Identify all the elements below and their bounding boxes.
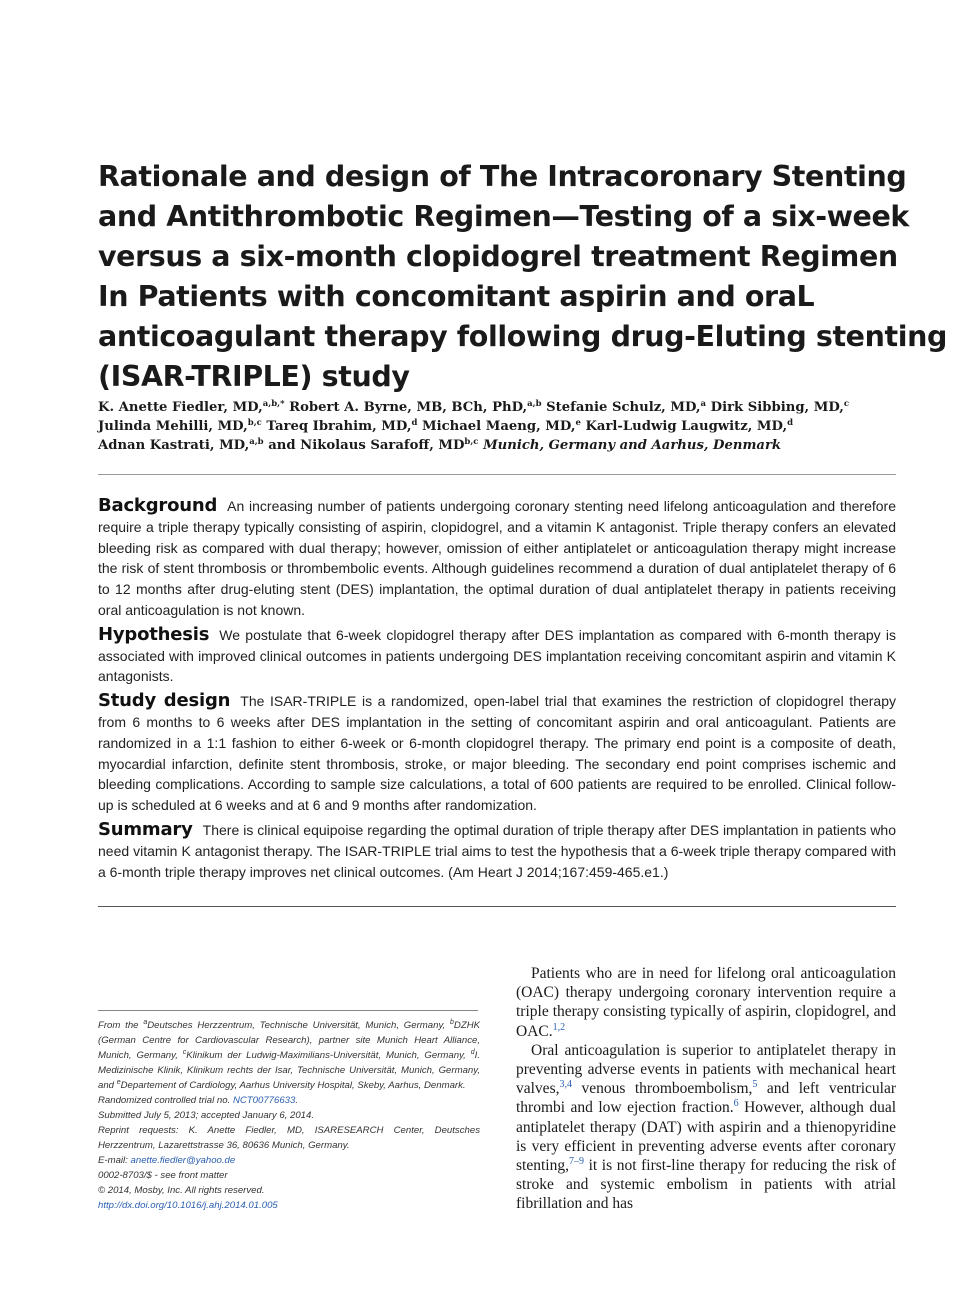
author-name: Karl-Ludwig Laugwitz, MD, xyxy=(585,419,788,434)
email-link[interactable]: anette.fiedler@yahoo.de xyxy=(130,1155,236,1166)
trial-registration: Randomized controlled trial no. NCT00776633. xyxy=(98,1095,299,1106)
body-text: it is not first-line therapy for reducing the risk of stroke and systemic embolism in patients with atrial fibrillation and has xyxy=(516,1157,896,1213)
abstract-section-background xyxy=(98,496,896,621)
abstract-text: An increasing number of patients undergoing coronary stenting need lifelong anticoagulation and therefore require a triple therapy typically consisting of aspirin, clopidogrel, and a vitamin K antagonist. Triple therapy confers an elevated bleeding risk as compared with dual therapy; however, omission of either antiplatelet or anticoagulation therapy might increase the risk of stent thrombosis or thrombembolic events. Although guidelines recommend a duration of dual antiplatelet therapy of 6 to 12 months after drug-eluting stent (DES) implantation, the optimal duration of dual antiplatelet therapy in patients receiving oral anticoagulation is not known. xyxy=(98,498,896,618)
affiliation-b: DZHK (German Centre for Cardiovascular Research), partner site Munich Heart Alliance, Munich, Germany, xyxy=(98,1020,481,1061)
citation-link[interactable]: 3,4 xyxy=(559,1079,572,1091)
title-line: In Patients with concomitant aspirin and oraL xyxy=(98,280,815,313)
author-name: Adnan Kastrati, MD, xyxy=(98,438,250,453)
author-affiliation-mark: a,b xyxy=(527,399,542,409)
affiliation-e: Departement of Cardiology, Aarhus University Hospital, Skeby, Aarhus, Denmark. xyxy=(120,1080,466,1091)
email-label: E-mail: xyxy=(98,1155,128,1166)
abstract-text: There is clinical equipoise regarding the optimal duration of triple therapy after DES implantation in patients who need vitamin K antagonist therapy. The ISAR-TRIPLE trial aims to test the hypothesis that a 6-week triple therapy compared with a 6-month triple therapy improves net clinical outcomes. (Am Heart J 2014;167:459-465.e1.) xyxy=(98,821,896,880)
abstract-heading: Summary xyxy=(98,818,193,840)
citation-link[interactable]: 1,2 xyxy=(552,1021,566,1033)
author-name: K. Anette Fiedler, MD, xyxy=(98,400,263,415)
title-line: and Antithrombotic Regimen—Testing of a six-week xyxy=(98,200,909,233)
article-title xyxy=(98,157,947,397)
abstract-section-hypothesis xyxy=(98,625,896,687)
abstract-top-divider xyxy=(98,474,896,475)
title-line: Rationale and design of The Intracoronary Stenting xyxy=(98,160,907,193)
title-line: versus a six-month clopidogrel treatment Regimen xyxy=(98,240,898,273)
abstract-text: The ISAR-TRIPLE is a randomized, open-label trial that examines the restriction of clopidogrel therapy from 6 months to 6 weeks after DES implantation in the setting of concomitant aspirin and oral anticoagulant. Patients are randomized in a 1:1 fashion to either 6-week or 6-month clopidogrel therapy. The primary end point is a composite of death, myocardial infarction, definite stent thrombosis, stroke, or major bleeding. The secondary end point comprises ischemic and bleeding complications. According to sample size calculations, a total of 600 patients are required to be enrolled. Clinical follow-up is scheduled at 6 weeks and at 6 and 9 months after randomization. xyxy=(98,693,896,814)
author-affiliation-mark: a,b,* xyxy=(262,399,285,409)
affiliation-d: I. Medizinische Klinik, Klinikum rechts der Isar, Technische Universität, Munich, Germany, and xyxy=(98,1050,480,1091)
abstract-section-study-design xyxy=(98,691,896,816)
author-line xyxy=(98,417,898,436)
author-affiliation-mark: c xyxy=(843,399,850,409)
author-affiliation-mark: d xyxy=(787,418,794,428)
abstract-section-summary xyxy=(98,820,896,882)
author-affiliation-mark: a,b xyxy=(249,437,264,447)
abstract-heading: Study design xyxy=(98,690,231,712)
issn-line: 0002-8703/$ - see front matter xyxy=(98,1170,228,1181)
author-affiliation-mark: a xyxy=(700,399,707,409)
author-affiliation-mark: d xyxy=(411,418,418,428)
reprint-requests: Reprint requests: K. Anette Fiedler, MD, ISARESEARCH Center, Deutsches Herzzentrum, Lazarettstrasse 36, 80636 Munich, Germany. xyxy=(98,1125,480,1151)
submission-dates: Submitted July 5, 2013; accepted January 6, 2014. xyxy=(98,1110,314,1121)
citation-link[interactable]: 7–9 xyxy=(568,1156,584,1168)
author-location: Munich, Germany and Aarhus, Denmark xyxy=(483,438,782,453)
abstract-bottom-divider xyxy=(98,906,896,907)
author-line xyxy=(98,436,898,455)
body-paragraph xyxy=(516,964,896,1041)
author-name: Tareq Ibrahim, MD, xyxy=(266,419,412,434)
trial-label: Randomized controlled trial no. xyxy=(98,1095,231,1106)
copyright-line: © 2014, Mosby, Inc. All rights reserved. xyxy=(98,1185,265,1196)
author-list xyxy=(98,398,898,455)
author-name: Dirk Sibbing, MD, xyxy=(710,400,844,415)
affiliation-mark: a xyxy=(143,1019,148,1026)
doi-link[interactable]: http://dx.doi.org/10.1016/j.ahj.2014.01.005 xyxy=(98,1200,278,1211)
abstract xyxy=(98,496,896,886)
author-line xyxy=(98,398,898,417)
title-line: anticoagulant therapy following drug-Eluting stenting xyxy=(98,320,947,353)
citation-link[interactable]: 6 xyxy=(733,1098,739,1110)
footnote-divider xyxy=(98,1010,478,1011)
body-text: Oral anticoagulation is superior to antiplatelet therapy in preventing adverse events in patients with mechanical heart valves, xyxy=(516,1041,896,1098)
body-paragraph xyxy=(516,1041,896,1214)
title-line: (ISAR-TRIPLE) study xyxy=(98,360,410,393)
author-affiliation-mark: e xyxy=(575,418,581,428)
affiliation-mark: c xyxy=(182,1049,187,1056)
affiliation-a: Deutsches Herzzentrum, Technische Universität, Munich, Germany, xyxy=(147,1020,446,1031)
email-line xyxy=(98,1153,480,1168)
author-name: Julinda Mehilli, MD, xyxy=(98,419,248,434)
affiliations xyxy=(98,1018,480,1093)
body-text: Patients who are in need for lifelong oral anticoagulation (OAC) therapy undergoing coronary intervention require a triple therapy consisting typically of aspirin, clopidogrel, and OAC. xyxy=(516,965,896,1040)
author-name: and Nikolaus Sarafoff, MD xyxy=(268,438,465,453)
author-name: Stefanie Schulz, MD, xyxy=(546,400,701,415)
abstract-text: We postulate that 6-week clopidogrel therapy after DES implantation as compared with 6-month therapy is associated with improved clinical outcomes in patients undergoing DES implantation receiving concomitant aspirin and vitamin K antagonists. xyxy=(98,626,896,685)
abstract-heading: Background xyxy=(98,495,218,516)
body-text: and left ventricular thrombi and low ejection fraction. xyxy=(516,1080,897,1117)
body-text-column xyxy=(516,964,896,1214)
citation-link[interactable]: 5 xyxy=(752,1079,758,1091)
author-name: Michael Maeng, MD, xyxy=(422,419,576,434)
body-text: venous thromboembolism, xyxy=(581,1080,753,1098)
affiliation-mark: d xyxy=(470,1049,475,1056)
author-name: Robert A. Byrne, MB, BCh, PhD, xyxy=(289,400,528,415)
author-affiliation-mark: b,c xyxy=(247,418,262,428)
trial-number-link[interactable]: NCT00776633 xyxy=(232,1095,296,1106)
affiliation-mark: b xyxy=(450,1019,454,1026)
author-affiliation-mark: b,c xyxy=(464,437,479,447)
body-text: However, although dual antiplatelet therapy (DAT) with aspirin and a thienopyridine is very efficient in preventing adverse events after coronary stenting, xyxy=(516,1099,897,1175)
abstract-heading: Hypothesis xyxy=(98,623,210,645)
affiliation-mark: e xyxy=(116,1079,121,1086)
affiliation-from: From the xyxy=(98,1020,139,1031)
affiliation-c: Klinikum der Ludwig-Maximilians-Universität, Munich, Germany, xyxy=(186,1050,466,1061)
footnotes xyxy=(98,1018,480,1213)
